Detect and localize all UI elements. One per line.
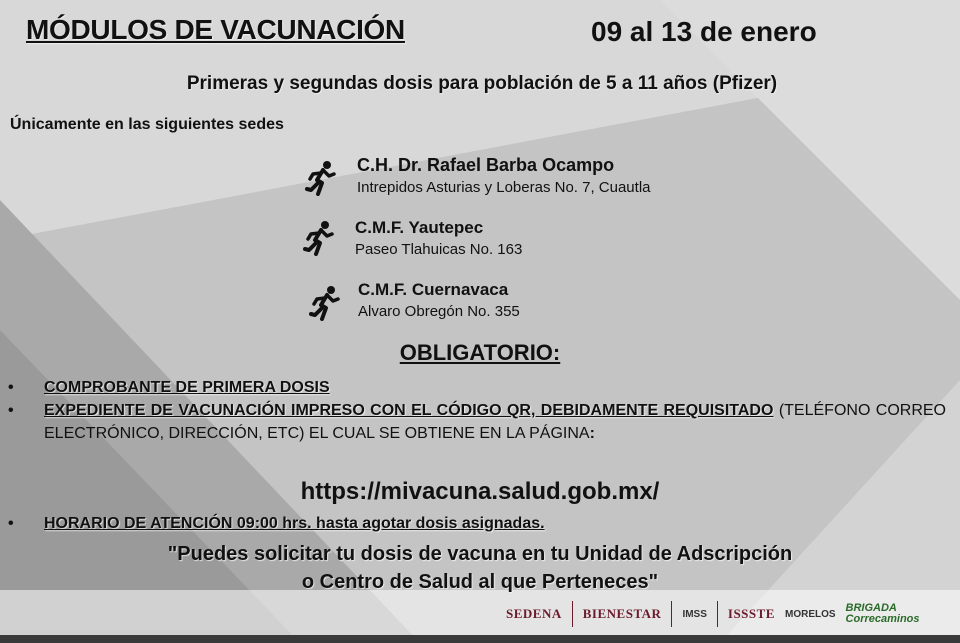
- bottom-bar: [0, 635, 960, 643]
- site-card-cuernavaca: [358, 280, 520, 320]
- bienestar-logo: BIENESTAR: [582, 606, 662, 621]
- site-card-barba-ocampo: [357, 155, 651, 196]
- requirement-schedule: HORARIO DE ATENCIÓN 09:00 hrs. hasta agotar dosis asignadas.: [44, 515, 545, 532]
- requirement-colon: :: [589, 425, 595, 442]
- brigada-top-label: BRIGADA: [845, 602, 897, 614]
- vaccine-website-link[interactable]: https://mivacuna.salud.gob.mx/: [300, 478, 660, 505]
- bullet: •: [8, 515, 14, 532]
- divider: [572, 601, 573, 627]
- site-name: C.H. Dr. Rafael Barba Ocampo: [357, 155, 615, 175]
- divider: [717, 601, 718, 627]
- date-range: 09 al 13 de enero: [591, 16, 817, 47]
- mandatory-heading: OBLIGATORIO:: [399, 340, 561, 365]
- list-item: [8, 376, 946, 399]
- imss-logo: IMSS: [682, 608, 707, 620]
- quote-line-1: "Puedes solicitar tu dosis de vacuna en tu Unidad de Adscripción: [167, 543, 793, 565]
- list-item: [8, 512, 946, 535]
- bullet: •: [8, 379, 14, 396]
- sites-intro: Únicamente en las siguientes sedes: [10, 116, 284, 133]
- brigada-logo: [846, 603, 920, 625]
- site-address: Intrepidos Asturias y Loberas No. 7, Cuautla: [357, 179, 651, 196]
- requirement-details: (TELÉFONO CORREO ELECTRÓNICO, DIRECCIÓN, ETC) EL CUAL SE OBTIENE EN LA PÁGINA: [44, 402, 947, 442]
- divider: [671, 601, 672, 627]
- sedena-logo: SEDENA: [506, 606, 562, 621]
- sponsor-logos: [506, 598, 956, 630]
- brigada-bottom-label: Correcaminos: [845, 613, 920, 625]
- page-title: MÓDULOS DE VACUNACIÓN: [26, 14, 405, 45]
- running-person-icon: [305, 160, 337, 196]
- running-person-icon: [309, 285, 341, 321]
- closing-quote: [0, 540, 960, 596]
- requirements-list: [8, 376, 946, 445]
- requirement-vaccination-record: EXPEDIENTE DE VACUNACIÓN IMPRESO CON EL CÓDIGO QR, DEBIDAMENTE REQUISITADO: [44, 402, 774, 419]
- list-item: [8, 399, 946, 445]
- issste-logo: ISSSTE: [727, 606, 775, 621]
- bullet: •: [8, 402, 14, 419]
- site-card-yautepec: [355, 218, 522, 258]
- morelos-logo: MORELOS: [784, 608, 836, 620]
- site-address: Paseo Tlahuicas No. 163: [355, 241, 523, 258]
- requirements-list-continued: [8, 512, 946, 535]
- site-name: C.M.F. Cuernavaca: [358, 280, 509, 299]
- quote-line-2: o Centro de Salud al que Perteneces": [301, 571, 659, 593]
- site-name: C.M.F. Yautepec: [355, 218, 484, 237]
- site-address: Alvaro Obregón No. 355: [358, 303, 520, 320]
- requirement-first-dose: COMPROBANTE DE PRIMERA DOSIS: [44, 379, 330, 396]
- subtitle: Primeras y segundas dosis para población de 5 a 11 años (Pfizer): [186, 73, 778, 94]
- running-person-icon: [303, 220, 335, 256]
